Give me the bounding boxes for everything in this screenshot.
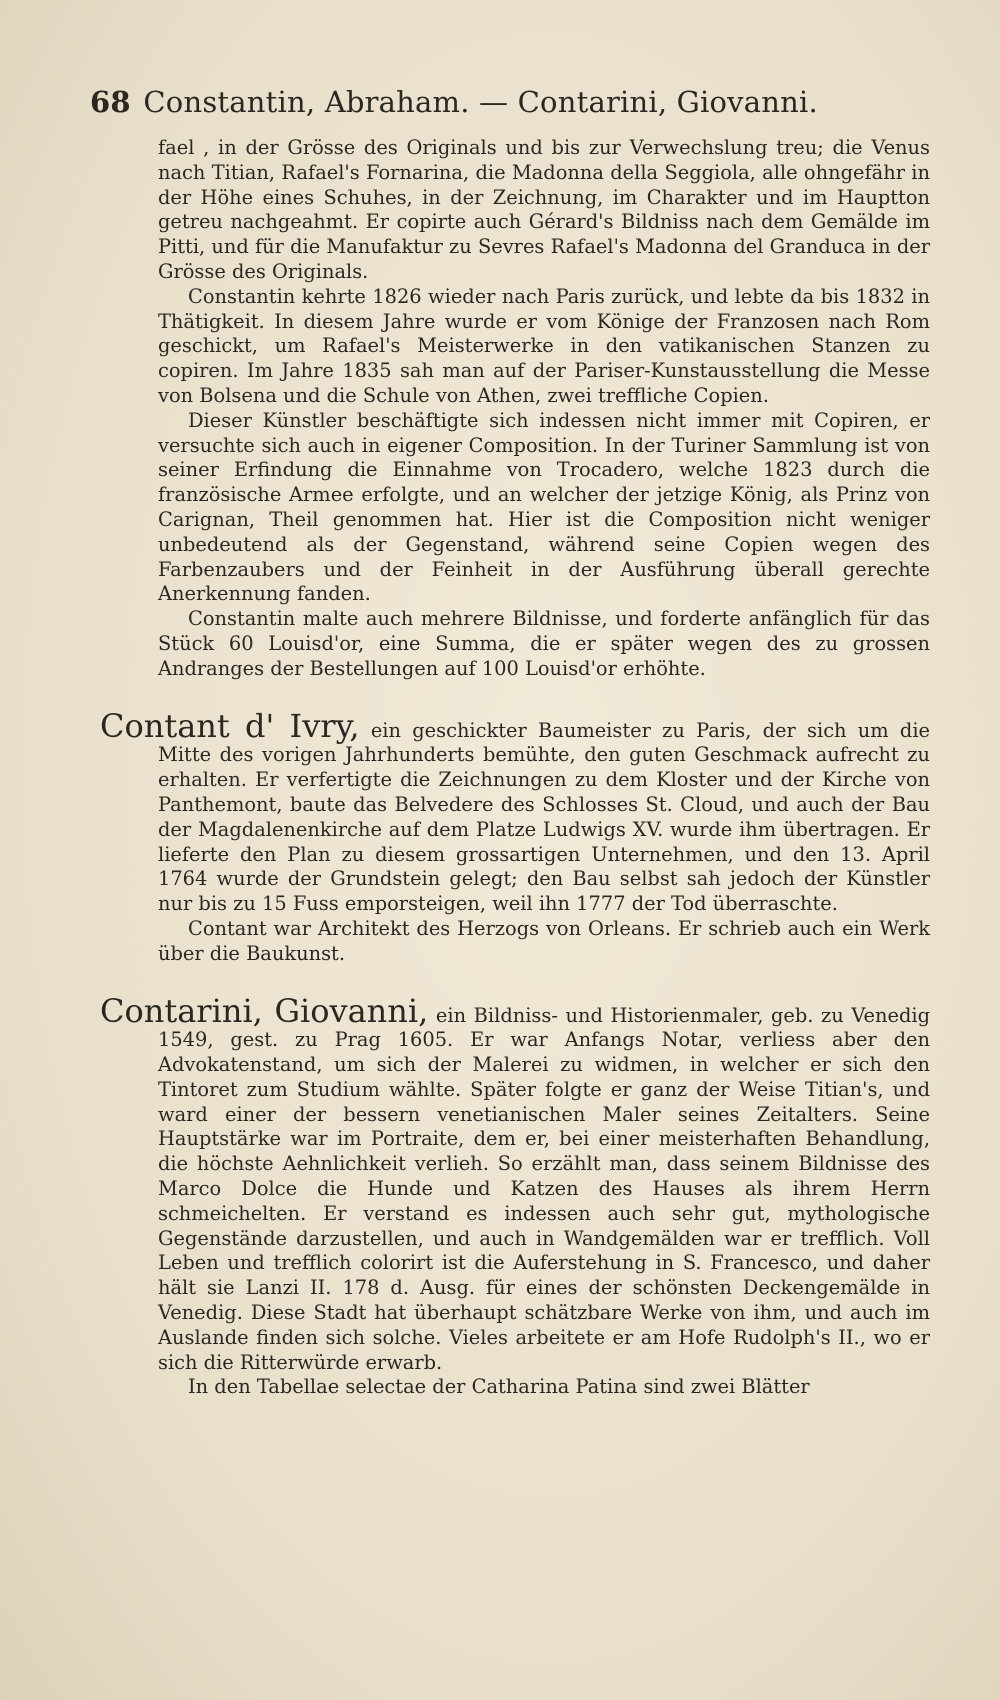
entry-contarini-giovanni: [100, 991, 931, 1401]
entry-headword: Contant d' Ivry,: [100, 706, 360, 745]
continuation-paragraph-1: fael , in der Grösse des Originals und bis zur Verwechslung treu; die Venus nach Titian, Rafael's Fornarina, die Madonna della Seggiola, alle ohngefähr in der Höhe eines Schuhes, in der Zeichnung, im Charakter und im Hauptton getreu nachgeahmt. Er copirte auch Gérard's Bildniss nach dem Gemälde im Pitti, und für die Manufaktur zu Sevres Rafael's Madonna del Granduca in der Grösse des Originals.: [158, 136, 930, 283]
entry-contant-divry: [100, 706, 930, 967]
entry-paragraph: [100, 991, 931, 1376]
continuation-paragraph-3: Dieser Künstler beschäftigte sich indessen nicht immer mit Copiren, er versuchte sich auch in eigener Composition. In der Turiner Sammlung ist von seiner Erfindung die Einnahme von Trocadero, welche 1823 durch die französische Armee erfolgte, und an welcher der jetzige König, als Prinz von Carignan, Theil genommen hat. Hier ist die Composition nicht weniger unbedeutend als der Gegenstand, während seine Copien wegen des Farbenzaubers und der Feinheit in der Ausführung überall gerechte Anerkennung fanden.: [158, 408, 930, 606]
continuation-paragraph-4: Constantin malte auch mehrere Bildnisse, und forderte anfänglich für das Stück 60 Louisd'or, eine Summa, die er später wegen des zu grossen Andranges der Bestellungen auf 100 Louisd'or erhöhte.: [158, 607, 930, 680]
entry-headword: Contarini, Giovanni,: [100, 991, 429, 1030]
page-number: 68: [90, 85, 131, 119]
entry-text: ein Bildniss- und Historienmaler, geb. zu Venedig 1549, gest. zu Prag 1605. Er war Anfangs Notar, verliess aber den Advokatenstand, um sich der Malerei zu widmen, in welcher er sich den Tintoret zum Studium wählte. Später folgte er ganz der Weise Titian's, und ward einer der bessern venetianischen Maler seines Zeitalters. Seine Hauptstärke war im Portraite, dem er, bei einer meisterhaften Behandlung, die höchste Aehnlichkeit verlieh. So erzählt man, dass seinem Bildnisse des Marco Dolce die Hunde und Katzen des Hauses als ihrem Herrn schmeichelten. Er verstand es indessen auch sehr gut, mythologische Gegenstände darzustellen, und auch in Wandgemälden war er trefflich. Voll Leben und trefflich colorirt ist die Auferstehung in S. Francesco, und daher hält sie Lanzi II. 178 d. Ausg. für eines der schönsten Deckengemälde in Venedig. Diese Stadt hat überhaupt schätzbare Werke von ihm, und auch im Auslande finden sich solche. Vieles arbeitete er am Hofe Rudolph's II., wo er sich die Ritterwürde erwarb.: [158, 1003, 931, 1374]
page-body: [100, 136, 931, 1400]
entry-paragraph-2: In den Tabellae selectae der Catharina Patina sind zwei Blätter: [188, 1375, 810, 1399]
entry-paragraph-2: Contant war Architekt des Herzogs von Orleans. Er schrieb auch ein Werk über die Baukunst.: [158, 916, 930, 965]
running-title: Constantin, Abraham. — Contarini, Giovanni.: [143, 85, 818, 119]
continuation-paragraph-2: Constantin kehrte 1826 wieder nach Paris zurück, und lebte da bis 1832 in Thätigkeit. In diesem Jahre wurde er vom Könige der Franzosen nach Rom geschickt, um Rafael's Meisterwerke in den vatikanischen Stanzen zu copiren. Im Jahre 1835 sah man auf der Pariser-Kunstausstellung die Messe von Bolsena und die Schule von Athen, zwei treffliche Copien.: [158, 284, 930, 407]
entry-text: ein geschickter Baumeister zu Paris, der sich um die Mitte des vorigen Jahrhunderts bemühte, den guten Geschmack aufrecht zu erhalten. Er verfertigte die Zeichnungen zu dem Kloster und der Kirche von Panthemont, baute das Belvedere des Schlosses St. Cloud, und auch der Bau der Magdalenenkirche auf dem Platze Ludwigs XV. wurde ihm übertragen. Er lieferte den Plan zu diesem grossartigen Unternehmen, und den 13. April 1764 wurde der Grundstein gelegt; den Bau selbst sah jedoch der Künstler nur bis zu 15 Fuss emporsteigen, weil ihn 1777 der Tod überraschte.: [158, 718, 930, 916]
entry-paragraph: [100, 706, 930, 917]
running-header: [90, 82, 920, 122]
